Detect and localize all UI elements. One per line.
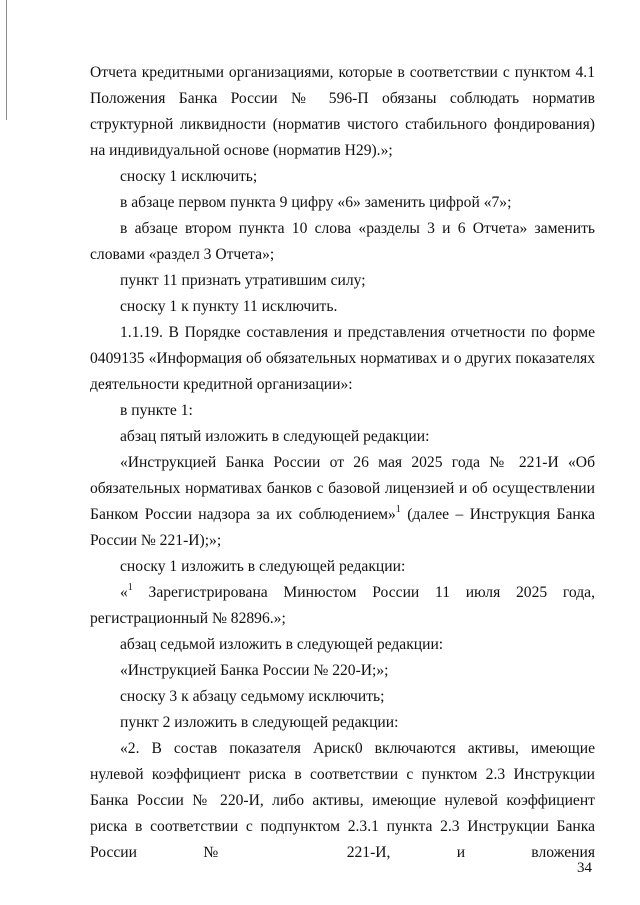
- paragraph-footnote-3: сноску 3 к абзацу седьмому исключить;: [120, 688, 385, 705]
- paragraph-instruction-221-tail: (далее – Инструкция Банка России № 221-И);»;: [90, 506, 595, 549]
- paragraph-in-point-1: в пункте 1:: [120, 402, 193, 419]
- footnote-open-quote: «: [120, 584, 128, 601]
- paragraph-footnote-remove: сноску 1 исключить;: [120, 168, 258, 185]
- paragraph-instruction-221-text: «Инструкцией Банка России от 26 мая 2025 года № 221-И «Об обязательных нормативах банков с базовой лицензией и об осуществлении Банком России надзора за их соблюдением»: [90, 454, 595, 523]
- paragraph-point-10: в абзаце втором пункта 10 слова «разделы 3 и 6 Отчета» заменить словами «раздел 3 Отчета»;: [90, 220, 595, 263]
- paragraph-footnote-1-text: [90, 580, 595, 632]
- margin-rule: [6, 0, 7, 120]
- paragraph-footnote-1-edit: сноску 1 изложить в следующей редакции:: [120, 558, 406, 575]
- paragraph-fifth-abzac: абзац пятый изложить в следующей редакции:: [120, 428, 430, 445]
- document-page: [90, 60, 595, 866]
- footnote-registration-text: Зарегистрирована Минюстом России 11 июля 2025 года, регистрационный № 82896.»;: [90, 584, 595, 627]
- paragraph-continuation: Отчета кредитными организациями, которые в соответствии с пунктом 4.1 Положения Банка России № 596-П обязаны соблюдать норматив структурной ликвидности (норматив чистого стабильного фондирования) на индивидуальной основе (норматив Н29).»;: [90, 64, 595, 159]
- paragraph-instruction-220: «Инструкцией Банка России № 220-И;»;: [120, 662, 389, 679]
- footnote-marker: 1: [127, 582, 133, 593]
- paragraph-point-11: пункт 11 признать утратившим силу;: [120, 272, 366, 289]
- paragraph-section-1-1-19: 1.1.19. В Порядке составления и представления отчетности по форме 0409135 «Информация об обязательных нормативах и о других показателях деятельности кредитной организации»:: [90, 324, 595, 393]
- paragraph-point-2-text: «2. В состав показателя Ариск0 включаются активы, имеющие нулевой коэффициент риска в соответствии с пунктом 2.3 Инструкции Банка России № 220-И, либо активы, имеющие нулевой коэффициент риска в соответствии с подпунктом 2.3.1 пункта 2.3 Инструкции Банка России № 221-И, и вложения: [90, 740, 595, 861]
- page-number: 34: [577, 860, 592, 876]
- footnote-marker: 1: [395, 504, 401, 515]
- paragraph-instruction-221: [90, 450, 595, 554]
- paragraph-point-2-edit: пункт 2 изложить в следующей редакции:: [120, 714, 399, 731]
- paragraph-seventh-abzac: абзац седьмой изложить в следующей редакции:: [120, 636, 444, 653]
- paragraph-footnote-point-11: сноску 1 к пункту 11 исключить.: [120, 298, 338, 315]
- paragraph-point-9: в абзаце первом пункта 9 цифру «6» заменить цифрой «7»;: [120, 194, 512, 211]
